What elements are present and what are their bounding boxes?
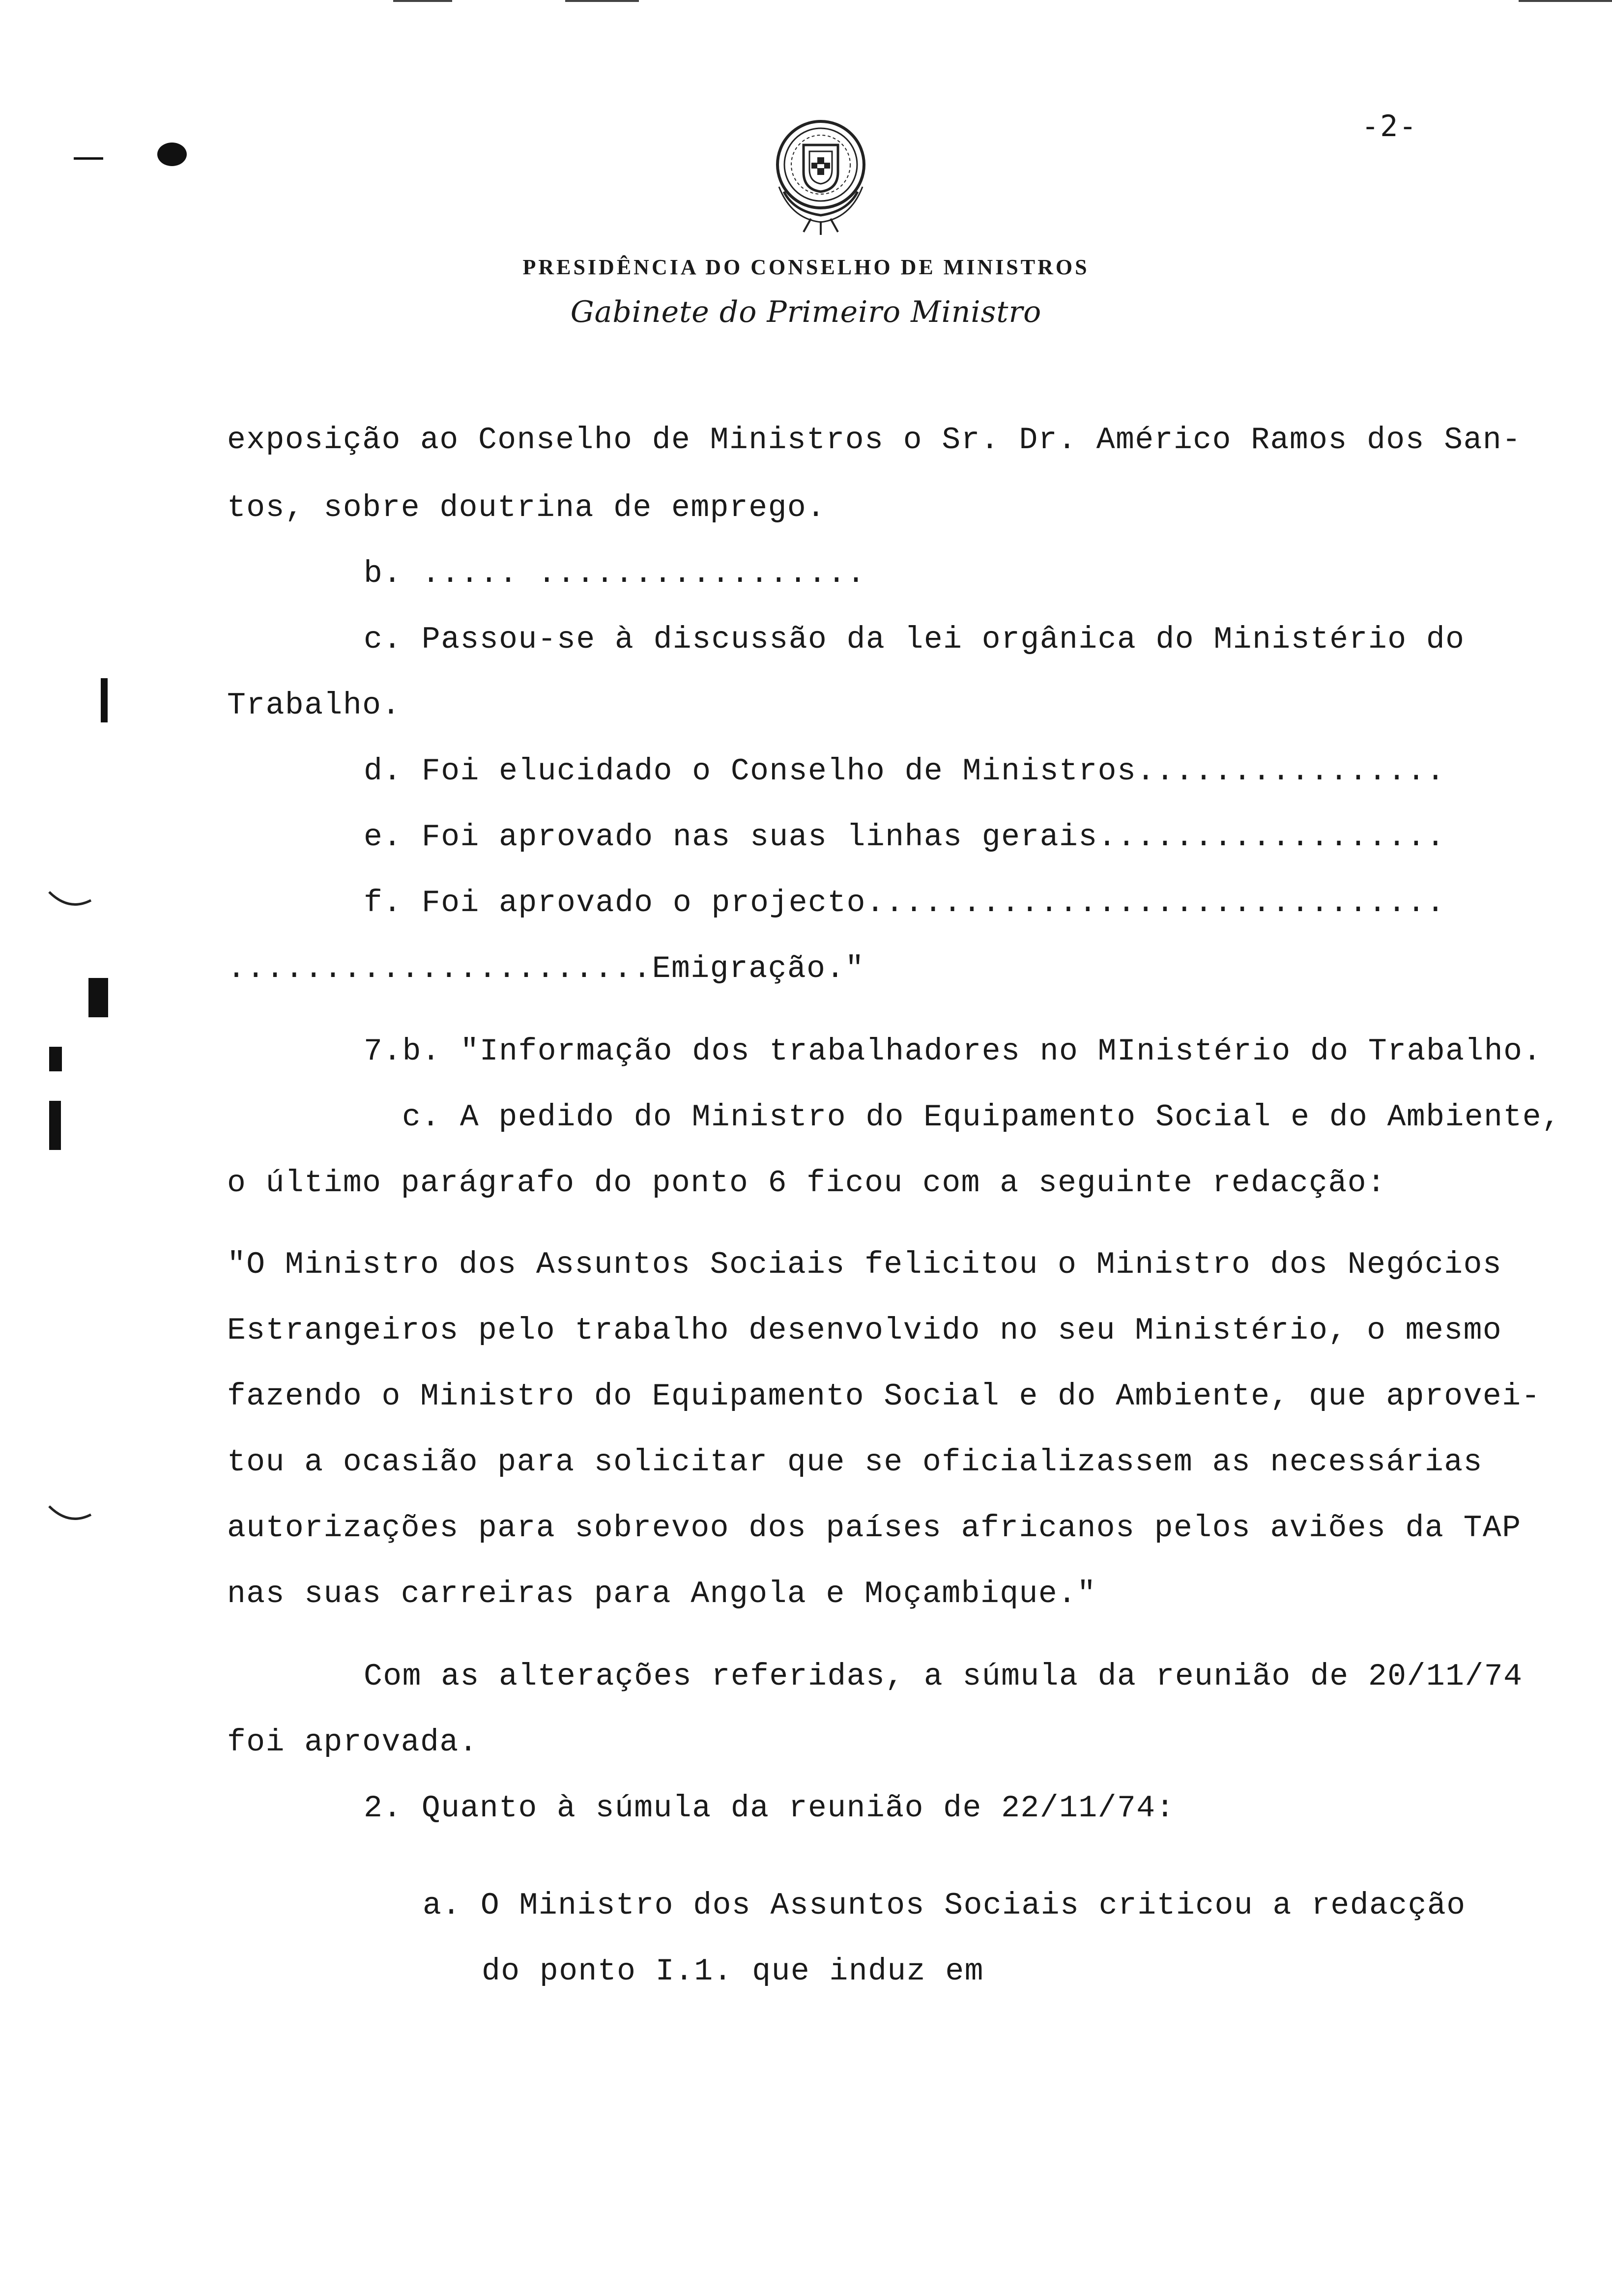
institution-title: PRESIDÊNCIA DO CONSELHO DE MINISTROS: [522, 255, 1090, 279]
text-line: e. Foi aprovado nas suas linhas gerais..................: [364, 820, 1446, 855]
text-line: o último parágrafo do ponto 6 ficou com a seguinte redacção:: [227, 1166, 1386, 1201]
text-line: do ponto I.1. que induz em: [482, 1954, 984, 1989]
text-line: exposição ao Conselho de Ministros o Sr. Dr. Américo Ramos dos San-: [227, 423, 1522, 458]
scan-edge-mark: [393, 0, 452, 2]
text-line: tos, sobre doutrina de emprego.: [227, 490, 826, 525]
text-line: c. Passou-se à discussão da lei orgânica do Ministério do: [364, 622, 1465, 657]
text-line: f. Foi aprovado o projecto..............................: [364, 886, 1446, 920]
text-line: autorizações para sobrevoo dos países africanos pelos aviões da TAP: [227, 1511, 1522, 1546]
scan-edge-mark: [1519, 0, 1612, 2]
scan-edge-mark: [565, 0, 639, 2]
ink-blot: [157, 143, 187, 166]
text-line: c. A pedido do Ministro do Equipamento Social e do Ambiente,: [402, 1100, 1561, 1135]
text-line: tou a ocasião para solicitar que se oficializassem as necessárias: [227, 1445, 1483, 1480]
text-line: d. Foi elucidado o Conselho de Ministros................: [364, 754, 1446, 789]
margin-mark: [74, 157, 103, 160]
page-number: -2-: [1361, 109, 1418, 144]
margin-mark: [49, 1101, 61, 1150]
text-line: ......................Emigração.": [227, 951, 865, 986]
margin-curl: [47, 1504, 96, 1528]
text-line: Com as alterações referidas, a súmula da reunião de 20/11/74: [364, 1659, 1523, 1694]
text-line: fazendo o Ministro do Equipamento Social e do Ambiente, que aprovei-: [227, 1379, 1541, 1414]
text-line: 7.b. "Informação dos trabalhadores no MInistério do Trabalho.: [364, 1034, 1542, 1069]
text-line: 2. Quanto à súmula da reunião de 22/11/74:: [364, 1791, 1175, 1826]
margin-curl: [47, 890, 96, 914]
margin-mark: [49, 1047, 62, 1071]
coat-of-arms-emblem: [764, 118, 877, 236]
text-line: nas suas carreiras para Angola e Moçambique.": [227, 1577, 1096, 1611]
text-line: Estrangeiros pelo trabalho desenvolvido no seu Ministério, o mesmo: [227, 1313, 1502, 1348]
margin-mark: [101, 678, 108, 722]
text-line: a. O Ministro dos Assuntos Sociais criticou a redacção: [423, 1888, 1466, 1923]
text-line: b. ..... .................: [364, 556, 866, 591]
text-line: "O Ministro dos Assuntos Sociais felicitou o Ministro dos Negócios: [227, 1247, 1502, 1282]
cabinet-subtitle: Gabinete do Primeiro Ministro: [570, 295, 1042, 329]
text-line: foi aprovada.: [227, 1725, 478, 1760]
text-line: Trabalho.: [227, 688, 401, 723]
margin-mark: [88, 978, 108, 1017]
